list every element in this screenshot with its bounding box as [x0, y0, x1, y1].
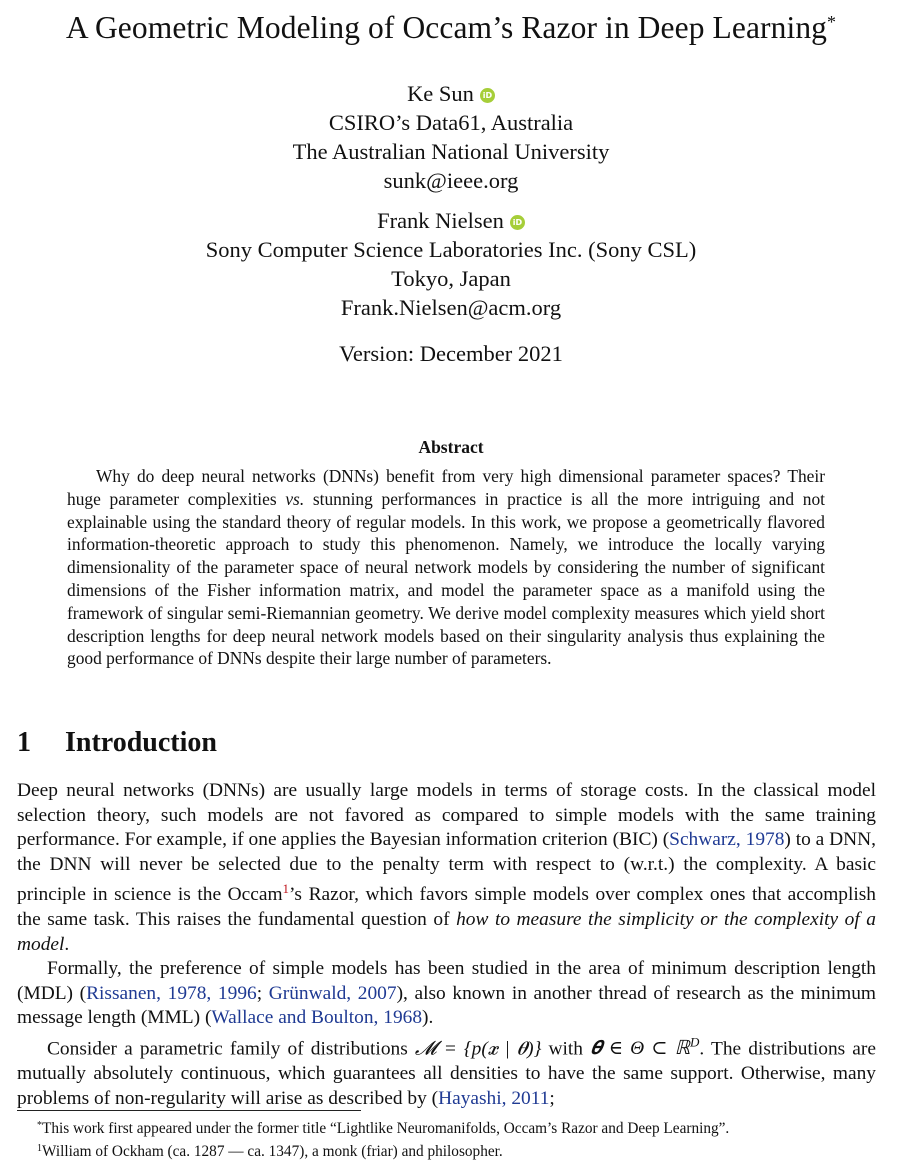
intro-text: ’s Razor, which favors simple models over complex ones that accomplish the same task. This raises the fundamental question of	[17, 884, 876, 930]
intro-emphasis: how to measure the simplicity or the complexity of a model	[17, 908, 876, 955]
abstract-vs: vs.	[285, 488, 305, 509]
author-1-affiliation-2: The Australian National University	[292, 139, 610, 164]
version-line: Version: December 2021	[339, 341, 563, 366]
orcid-icon[interactable]: iD	[480, 88, 495, 103]
author-1	[0, 79, 902, 195]
author-1-affiliation-1: CSIRO’s Data61, Australia	[328, 110, 574, 135]
abstract-heading: Abstract	[418, 437, 484, 457]
paper-title	[0, 10, 902, 46]
intro-paragraph-3: Consider a parametric family of distributions 𝓜 = {p(𝒙 | 𝜽)} with 𝜽 ∈ Θ ⊂ ℝ$^D$. The distributions are mutually absolutely continuous, which guarantees all densities to have the same support. Otherwise, many problems of non-regularity will arise as described by (Hayashi, 2011;	[17, 1034, 876, 1109]
intro-paragraph-2: Formally, the preference of simple models has been studied in the area of minimum description length (MDL) (Rissanen, 1978, 1996; Grünwald, 2007), also known in another thread of research as the minimum message length (MML) (Wallace and Boulton, 1968).	[17, 958, 876, 1029]
intro-text: Consider a parametric family of distributions	[47, 1038, 408, 1060]
footnote-star: *This work first appeared under the former title “Lightlike Neuromanifolds, Occam’s Razor and Deep Learning”.	[37, 1120, 730, 1137]
author-2-email: Frank.Nielsen@acm.org	[340, 295, 562, 320]
orcid-icon[interactable]: iD	[510, 215, 525, 230]
abstract-body	[67, 465, 825, 670]
intro-text: Formally, the preference of simple models has been studied in the area of minimum description length (MDL) (	[17, 958, 876, 1004]
title-text: A Geometric Modeling of Occam’s Razor in Deep Learning	[65, 10, 828, 45]
intro-paragraph-1: Deep neural networks (DNNs) are usually large models in terms of storage costs. In the classical model selection theory, such models are not favored as compared to simple models with the same training performance. For example, if one applies the Bayesian information criterion (BIC) (Schwarz, 1978) to a DNN, the DNN will never be selected due to the penalty term with respect to (w.r.t.) the complexity. A basic principle in science is the Occam$^1$’s Razor, which favors simple models over complex ones that accomplish the same task. This raises the fundamental question of how to measure the simplicity or the complexity of a model.	[17, 780, 876, 955]
author-2-affiliation-2: Tokyo, Japan	[391, 266, 511, 291]
author-1-name: Ke Sun	[407, 81, 474, 106]
author-2-name: Frank Nielsen	[377, 208, 504, 233]
section-heading	[17, 727, 217, 759]
abstract-text-2: stunning performances in practice is all the more intriguing and not explainable using the standard theory of regular models. In this work, we propose a geometrically flavored information-theoretic approach to study this phenomenon. Namely, we introduce the locally varying dimensionality of the parameter space of neural network models by considering the number of significant dimensions of the Fisher information matrix, and model the parameter space as a manifold using the framework of singular semi-Riemannian geometry. We derive model complexity measures which yield short description lengths for deep neural network models based on their singularity analysis thus explaining the good performance of DNNs despite their large number of parameters.	[67, 488, 825, 669]
intro-text: ), also known in another thread of research as the minimum message length (MML) (	[17, 982, 876, 1029]
footnote-divider	[17, 1110, 361, 1111]
citation-link[interactable]: Grünwald, 2007	[268, 982, 397, 1004]
title-footnote-mark: *	[827, 12, 837, 32]
citation-link[interactable]: Schwarz, 1978	[669, 829, 785, 851]
footnotes	[37, 1116, 729, 1162]
math-expression: 𝜽 ∈ Θ ⊂ ℝ$^D$	[590, 1034, 700, 1060]
author-2-affiliation-1: Sony Computer Science Laboratories Inc. (Sony CSL)	[205, 237, 697, 262]
abstract-paragraph	[67, 465, 825, 670]
introduction-body	[17, 779, 876, 1111]
author-2	[0, 206, 902, 322]
citation-link[interactable]: Hayashi, 2011	[438, 1087, 550, 1109]
citation-link[interactable]: Wallace and Boulton, 1968	[211, 1007, 423, 1029]
section-number: 1	[17, 727, 31, 758]
intro-text: . The distributions are mutually absolutely continuous, which guarantees all densities to have the same support. Otherwise, many problems of non-regularity will arise as described by (	[17, 1038, 876, 1109]
footnote-1: $^1$William of Ockham (ca. 1287 — ca. 1347), a monk (friar) and philosopher.	[37, 1143, 503, 1160]
abstract-text-1: Why do deep neural networks (DNNs) benefit from very high dimensional parameter spaces? Their huge parameter complexities	[67, 466, 825, 509]
author-1-email: sunk@ieee.org	[383, 168, 519, 193]
section-title: Introduction	[65, 727, 217, 758]
intro-text: ) to a DNN, the DNN will never be selected due to the penalty term with respect to (w.r.t.) the complexity. A basic principle in science is the Occam	[17, 829, 876, 906]
intro-text: Deep neural networks (DNNs) are usually large models in terms of storage costs. In the classical model selection theory, such models are not favored as compared to simple models with the same training performance. For example, if one applies the Bayesian information criterion (BIC) (	[17, 780, 876, 851]
citation-link[interactable]: Rissanen, 1978, 1996	[86, 982, 257, 1004]
math-expression: 𝓜 = {p(𝒙 | 𝜽)}	[414, 1038, 542, 1060]
footnote-link[interactable]: 1	[282, 881, 290, 897]
